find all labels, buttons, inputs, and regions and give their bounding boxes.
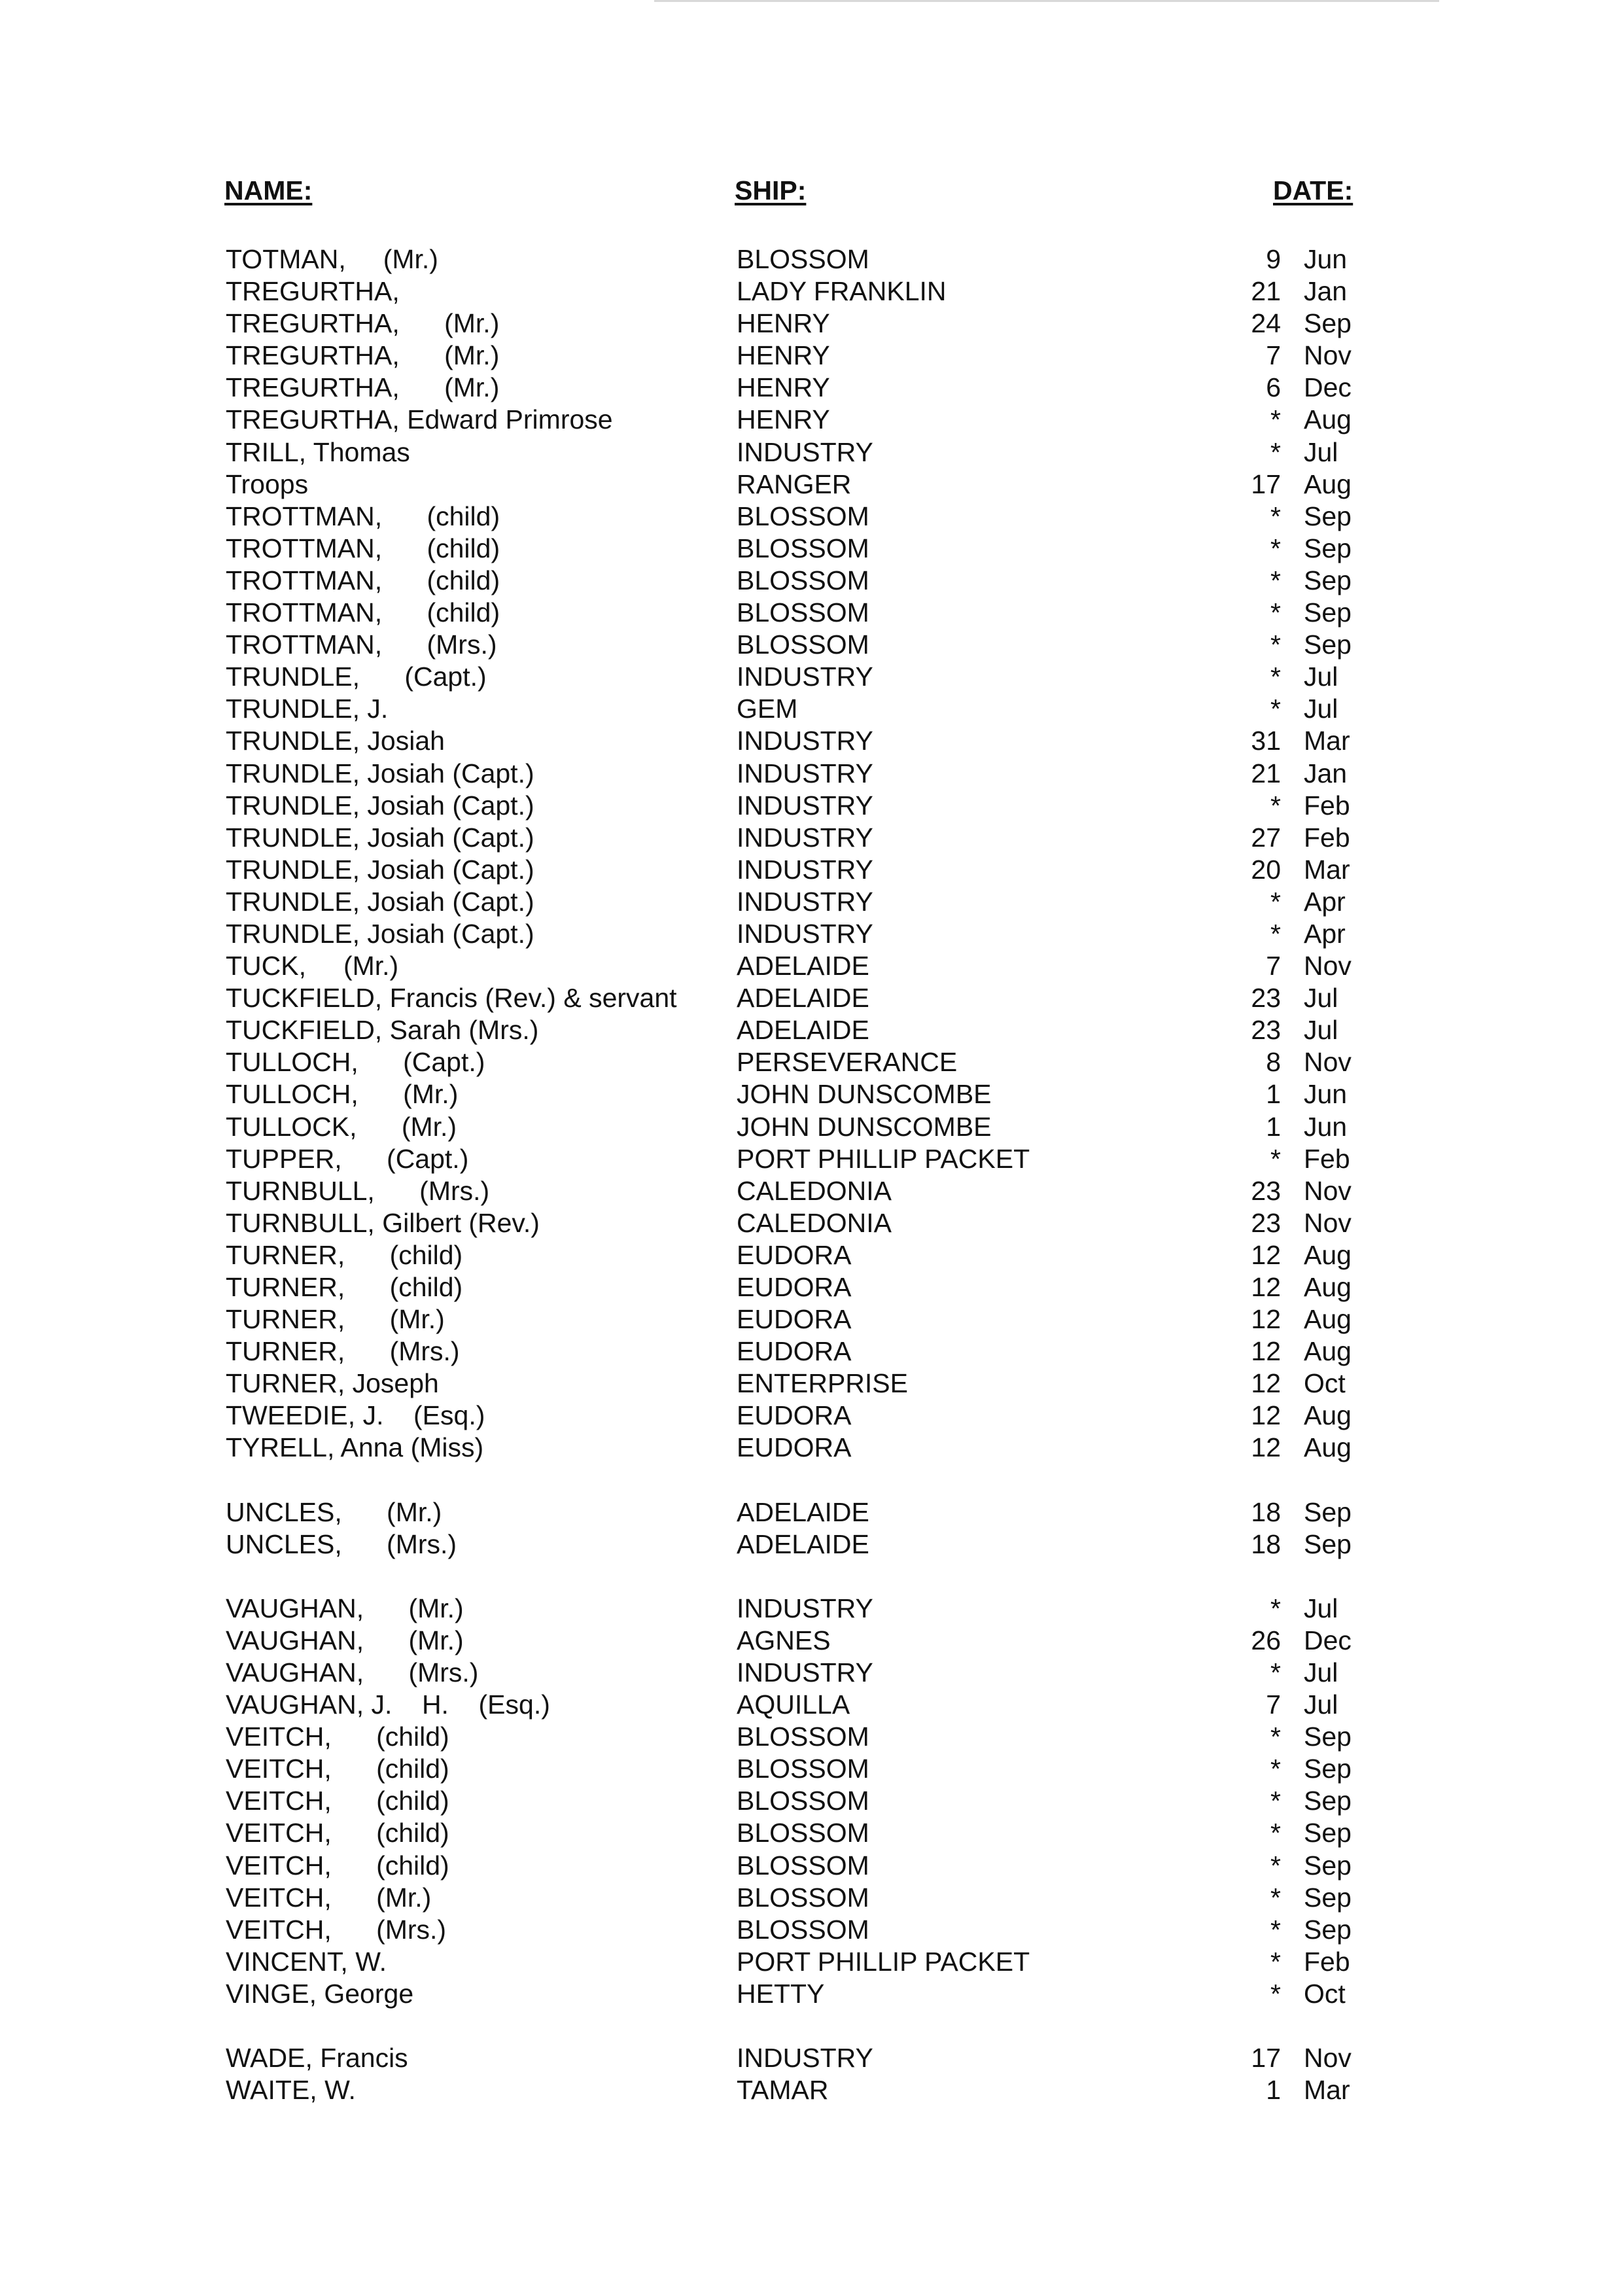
name-cell: TROTTMAN, (child) — [226, 501, 500, 531]
ship-cell: INDUSTRY — [737, 822, 873, 853]
ship-cell: ADELAIDE — [737, 1015, 869, 1046]
day-cell: * — [1270, 1818, 1281, 1848]
day-cell: 18 — [1251, 1528, 1281, 1559]
ship-cell: EUDORA — [737, 1432, 852, 1463]
name-cell: UNCLES, (Mr.) — [226, 1496, 442, 1527]
name-cell: VEITCH, (child) — [226, 1850, 449, 1881]
ship-cell: INDUSTRY — [737, 790, 873, 821]
ship-cell: BLOSSOM — [737, 565, 869, 595]
month-cell: Sep — [1304, 565, 1352, 595]
month-cell: Sep — [1304, 1496, 1352, 1527]
name-cell: WADE, Francis — [226, 2042, 408, 2073]
day-cell: 12 — [1251, 1239, 1281, 1270]
month-cell: Dec — [1304, 1625, 1352, 1655]
ship-cell: BLOSSOM — [737, 1850, 869, 1881]
table-row — [0, 308, 1623, 340]
ship-cell: EUDORA — [737, 1304, 852, 1335]
month-cell: Mar — [1304, 854, 1350, 885]
day-cell: 18 — [1251, 1496, 1281, 1527]
name-cell: TUCKFIELD, Francis (Rev.) & servant — [226, 983, 677, 1014]
day-cell: * — [1270, 1946, 1281, 1977]
month-cell: Mar — [1304, 726, 1350, 756]
ship-cell: PORT PHILLIP PACKET — [737, 1946, 1030, 1977]
day-cell: 7 — [1266, 1689, 1281, 1720]
name-cell: UNCLES, (Mrs.) — [226, 1528, 457, 1559]
name-cell: TRUNDLE, Josiah (Capt.) — [226, 758, 534, 788]
day-cell: 7 — [1266, 340, 1281, 371]
month-cell: Sep — [1304, 1786, 1352, 1816]
day-cell: 12 — [1251, 1400, 1281, 1431]
name-cell: VINGE, George — [226, 1978, 414, 2009]
table-row — [0, 340, 1623, 372]
table-row — [0, 693, 1623, 725]
name-cell: TRUNDLE, Josiah (Capt.) — [226, 790, 534, 821]
day-cell: 8 — [1266, 1047, 1281, 1078]
table-row — [0, 758, 1623, 790]
day-cell: * — [1270, 404, 1281, 435]
month-cell: Aug — [1304, 1304, 1352, 1335]
day-cell: 1 — [1266, 1111, 1281, 1142]
table-row — [0, 1882, 1623, 1914]
day-cell: * — [1270, 533, 1281, 563]
day-cell: * — [1270, 1882, 1281, 1913]
table-row — [0, 1946, 1623, 1978]
ship-cell: INDUSTRY — [737, 854, 873, 885]
month-cell: Sep — [1304, 1754, 1352, 1784]
name-cell: TROTTMAN, (Mrs.) — [226, 629, 497, 660]
day-cell: 23 — [1251, 1015, 1281, 1046]
table-row — [0, 1528, 1623, 1561]
table-row — [0, 1239, 1623, 1271]
ship-cell: CALEDONIA — [737, 1175, 892, 1206]
table-row — [0, 918, 1623, 950]
name-cell: VEITCH, (Mr.) — [226, 1882, 432, 1913]
header-ship: SHIP: — [735, 175, 807, 205]
month-cell: Nov — [1304, 340, 1352, 371]
ship-cell: INDUSTRY — [737, 886, 873, 917]
name-cell: TWEEDIE, J. (Esq.) — [226, 1400, 485, 1431]
ship-cell: ENTERPRISE — [737, 1368, 908, 1399]
day-cell: 12 — [1251, 1304, 1281, 1335]
table-row — [0, 1207, 1623, 1239]
day-cell: * — [1270, 1593, 1281, 1623]
table-row — [0, 436, 1623, 468]
day-cell: 7 — [1266, 951, 1281, 981]
table-row — [0, 1400, 1623, 1432]
table-row — [0, 1625, 1623, 1657]
day-cell: 26 — [1251, 1625, 1281, 1655]
ship-cell: CALEDONIA — [737, 1207, 892, 1238]
ship-cell: HENRY — [737, 308, 830, 339]
name-cell: TRILL, Thomas — [226, 436, 410, 467]
day-cell: * — [1270, 1657, 1281, 1687]
month-cell: Aug — [1304, 1432, 1352, 1463]
table-row — [0, 1850, 1623, 1882]
day-cell: * — [1270, 1143, 1281, 1174]
ship-cell: PERSEVERANCE — [737, 1047, 958, 1078]
ship-cell: RANGER — [737, 468, 852, 499]
table-row — [0, 1432, 1623, 1464]
name-cell: VAUGHAN, (Mr.) — [226, 1625, 464, 1655]
table-row — [0, 1753, 1623, 1785]
day-cell: 12 — [1251, 1272, 1281, 1302]
month-cell: Oct — [1304, 1368, 1346, 1399]
table-row — [0, 725, 1623, 757]
ship-cell: BLOSSOM — [737, 244, 869, 274]
ship-cell: LADY FRANKLIN — [737, 276, 947, 307]
ship-cell: HETTY — [737, 1978, 825, 2009]
table-row — [0, 1593, 1623, 1625]
name-cell: TROTTMAN, (child) — [226, 597, 500, 628]
day-cell: * — [1270, 565, 1281, 595]
table-row — [0, 275, 1623, 308]
day-cell: * — [1270, 597, 1281, 628]
day-cell: * — [1270, 1850, 1281, 1881]
ship-cell: BLOSSOM — [737, 1914, 869, 1945]
ship-cell: INDUSTRY — [737, 726, 873, 756]
month-cell: Sep — [1304, 1914, 1352, 1945]
month-cell: Nov — [1304, 1207, 1352, 1238]
table-row — [0, 790, 1623, 822]
month-cell: Feb — [1304, 822, 1350, 853]
month-cell: Mar — [1304, 2075, 1350, 2106]
month-cell: Jun — [1304, 244, 1348, 274]
name-cell: TRUNDLE, Josiah (Capt.) — [226, 822, 534, 853]
month-cell: Aug — [1304, 1400, 1352, 1431]
table-row — [0, 1303, 1623, 1335]
day-cell: 12 — [1251, 1368, 1281, 1399]
ship-cell: BLOSSOM — [737, 501, 869, 531]
month-cell: Jan — [1304, 276, 1348, 307]
table-row — [0, 243, 1623, 275]
month-cell: Jun — [1304, 1079, 1348, 1110]
day-cell: * — [1270, 1754, 1281, 1784]
name-cell: TUPPER, (Capt.) — [226, 1143, 469, 1174]
name-cell: TUCK, (Mr.) — [226, 951, 399, 981]
month-cell: Sep — [1304, 533, 1352, 563]
day-cell: * — [1270, 501, 1281, 531]
name-cell: TRUNDLE, Josiah (Capt.) — [226, 854, 534, 885]
ship-cell: INDUSTRY — [737, 662, 873, 692]
name-cell: TURNER, (Mr.) — [226, 1304, 445, 1335]
month-cell: Jul — [1304, 983, 1338, 1014]
day-cell: * — [1270, 1914, 1281, 1945]
ship-cell: BLOSSOM — [737, 1882, 869, 1913]
ship-cell: BLOSSOM — [737, 629, 869, 660]
name-cell: TULLOCH, (Capt.) — [226, 1047, 485, 1078]
month-cell: Nov — [1304, 1175, 1352, 1206]
day-cell: 21 — [1251, 758, 1281, 788]
ship-cell: ADELAIDE — [737, 983, 869, 1014]
ship-cell: BLOSSOM — [737, 1754, 869, 1784]
month-cell: Jul — [1304, 1593, 1338, 1623]
name-cell: TULLOCH, (Mr.) — [226, 1079, 459, 1110]
table-row — [0, 565, 1623, 597]
day-cell: 12 — [1251, 1432, 1281, 1463]
month-cell: Sep — [1304, 597, 1352, 628]
table-row — [0, 1271, 1623, 1303]
ship-cell: ADELAIDE — [737, 951, 869, 981]
table-row — [0, 661, 1623, 693]
month-cell: Sep — [1304, 501, 1352, 531]
name-cell: TRUNDLE, Josiah (Capt.) — [226, 918, 534, 949]
name-cell: TRUNDLE, Josiah — [226, 726, 445, 756]
month-cell: Sep — [1304, 629, 1352, 660]
month-cell: Jan — [1304, 758, 1348, 788]
name-cell: TYRELL, Anna (Miss) — [226, 1432, 484, 1463]
passenger-list — [0, 243, 1623, 2106]
month-cell: Sep — [1304, 1850, 1352, 1881]
ship-cell: HENRY — [737, 372, 830, 403]
name-cell: TREGURTHA, (Mr.) — [226, 340, 500, 371]
table-row — [0, 629, 1623, 661]
day-cell: * — [1270, 886, 1281, 917]
name-cell: TROTTMAN, (child) — [226, 533, 500, 563]
day-cell: 24 — [1251, 308, 1281, 339]
ship-cell: EUDORA — [737, 1400, 852, 1431]
day-cell: 23 — [1251, 1207, 1281, 1238]
name-cell: VAUGHAN, (Mr.) — [226, 1593, 464, 1623]
ship-cell: EUDORA — [737, 1239, 852, 1270]
day-cell: * — [1270, 436, 1281, 467]
ship-cell: JOHN DUNSCOMBE — [737, 1111, 992, 1142]
month-cell: Sep — [1304, 1818, 1352, 1848]
month-cell: Feb — [1304, 1143, 1350, 1174]
name-cell: VEITCH, (child) — [226, 1754, 449, 1784]
day-cell: 9 — [1266, 244, 1281, 274]
month-cell: Aug — [1304, 1272, 1352, 1302]
table-row — [0, 1335, 1623, 1368]
table-row — [0, 1817, 1623, 1849]
month-cell: Jul — [1304, 1689, 1338, 1720]
name-cell: TURNER, (child) — [226, 1272, 463, 1302]
ship-cell: JOHN DUNSCOMBE — [737, 1079, 992, 1110]
day-cell: * — [1270, 1978, 1281, 2009]
name-cell: VAUGHAN, (Mrs.) — [226, 1657, 479, 1687]
month-cell: Jun — [1304, 1111, 1348, 1142]
month-cell: Jul — [1304, 662, 1338, 692]
day-cell: * — [1270, 790, 1281, 821]
name-cell: TURNBULL, Gilbert (Rev.) — [226, 1207, 540, 1238]
ship-cell: BLOSSOM — [737, 597, 869, 628]
ship-cell: HENRY — [737, 340, 830, 371]
month-cell: Aug — [1304, 1239, 1352, 1270]
day-cell: 27 — [1251, 822, 1281, 853]
month-cell: Nov — [1304, 951, 1352, 981]
ship-cell: AGNES — [737, 1625, 831, 1655]
day-cell: 21 — [1251, 276, 1281, 307]
ship-cell: BLOSSOM — [737, 1786, 869, 1816]
day-cell: 17 — [1251, 2042, 1281, 2073]
month-cell: Apr — [1304, 886, 1346, 917]
table-row — [0, 1175, 1623, 1207]
table-row — [0, 1368, 1623, 1400]
table-row — [0, 822, 1623, 854]
name-cell: VAUGHAN, J. H. (Esq.) — [226, 1689, 550, 1720]
table-row — [0, 1689, 1623, 1721]
month-cell: Jul — [1304, 1657, 1338, 1687]
table-row — [0, 1143, 1623, 1175]
ship-cell: EUDORA — [737, 1336, 852, 1367]
month-cell: Feb — [1304, 790, 1350, 821]
month-cell: Aug — [1304, 1336, 1352, 1367]
month-cell: Sep — [1304, 1722, 1352, 1752]
day-cell: * — [1270, 694, 1281, 724]
scan-edge-line — [654, 0, 1439, 2]
table-row — [0, 1111, 1623, 1143]
month-cell: Feb — [1304, 1946, 1350, 1977]
table-row — [0, 1914, 1623, 1946]
month-cell: Sep — [1304, 1882, 1352, 1913]
table-row — [0, 1496, 1623, 1528]
name-cell: VEITCH, (child) — [226, 1818, 449, 1848]
header-name: NAME: — [224, 175, 313, 205]
day-cell: 31 — [1251, 726, 1281, 756]
ship-cell: TAMAR — [737, 2075, 829, 2106]
ship-cell: PORT PHILLIP PACKET — [737, 1143, 1030, 1174]
table-row — [0, 597, 1623, 629]
name-cell: TURNER, (child) — [226, 1239, 463, 1270]
month-cell: Oct — [1304, 1978, 1346, 2009]
table-row — [0, 2074, 1623, 2106]
name-cell: TUCKFIELD, Sarah (Mrs.) — [226, 1015, 539, 1046]
name-cell: Troops — [226, 468, 309, 499]
name-cell: VEITCH, (child) — [226, 1786, 449, 1816]
day-cell: 6 — [1266, 372, 1281, 403]
month-cell: Aug — [1304, 404, 1352, 435]
table-row — [0, 372, 1623, 404]
day-cell: * — [1270, 662, 1281, 692]
ship-cell: BLOSSOM — [737, 1818, 869, 1848]
name-cell: TULLOCK, (Mr.) — [226, 1111, 457, 1142]
name-cell: TREGURTHA, (Mr.) — [226, 308, 500, 339]
day-cell: 23 — [1251, 983, 1281, 1014]
name-cell: TREGURTHA, (Mr.) — [226, 372, 500, 403]
table-row — [0, 1078, 1623, 1110]
day-cell: 12 — [1251, 1336, 1281, 1367]
table-row — [0, 886, 1623, 918]
table-row — [0, 1785, 1623, 1817]
name-cell: VINCENT, W. — [226, 1946, 387, 1977]
name-cell: TREGURTHA, Edward Primrose — [226, 404, 613, 435]
table-row — [0, 1014, 1623, 1046]
day-cell: 1 — [1266, 1079, 1281, 1110]
table-row — [0, 533, 1623, 565]
ship-cell: INDUSTRY — [737, 758, 873, 788]
month-cell: Jul — [1304, 694, 1338, 724]
ship-cell: INDUSTRY — [737, 2042, 873, 2073]
name-cell: TRUNDLE, Josiah (Capt.) — [226, 886, 534, 917]
ship-cell: BLOSSOM — [737, 533, 869, 563]
day-cell: 20 — [1251, 854, 1281, 885]
day-cell: * — [1270, 629, 1281, 660]
table-row — [0, 1657, 1623, 1689]
day-cell: 23 — [1251, 1175, 1281, 1206]
ship-cell: INDUSTRY — [737, 918, 873, 949]
name-cell: WAITE, W. — [226, 2075, 356, 2106]
ship-cell: HENRY — [737, 404, 830, 435]
table-row — [0, 501, 1623, 533]
month-cell: Aug — [1304, 468, 1352, 499]
ship-cell: INDUSTRY — [737, 1593, 873, 1623]
name-cell: TREGURTHA, — [226, 276, 400, 307]
month-cell: Nov — [1304, 1047, 1352, 1078]
month-cell: Sep — [1304, 1528, 1352, 1559]
ship-cell: BLOSSOM — [737, 1722, 869, 1752]
table-row — [0, 1046, 1623, 1078]
month-cell: Jul — [1304, 436, 1338, 467]
month-cell: Sep — [1304, 308, 1352, 339]
name-cell: TROTTMAN, (child) — [226, 565, 500, 595]
table-row — [0, 950, 1623, 982]
ship-cell: AQUILLA — [737, 1689, 850, 1720]
name-cell: TRUNDLE, (Capt.) — [226, 662, 487, 692]
month-cell: Dec — [1304, 372, 1352, 403]
day-cell: * — [1270, 1786, 1281, 1816]
name-cell: VEITCH, (Mrs.) — [226, 1914, 447, 1945]
name-cell: TURNBULL, (Mrs.) — [226, 1175, 490, 1206]
ship-cell: ADELAIDE — [737, 1528, 869, 1559]
name-cell: TRUNDLE, J. — [226, 694, 389, 724]
name-cell: TOTMAN, (Mr.) — [226, 244, 438, 274]
name-cell: TURNER, (Mrs.) — [226, 1336, 460, 1367]
name-cell: VEITCH, (child) — [226, 1722, 449, 1752]
ship-cell: INDUSTRY — [737, 1657, 873, 1687]
table-row — [0, 1978, 1623, 2010]
table-row — [0, 2042, 1623, 2074]
ship-cell: INDUSTRY — [737, 436, 873, 467]
day-cell: 17 — [1251, 468, 1281, 499]
ship-cell: ADELAIDE — [737, 1496, 869, 1527]
table-row — [0, 468, 1623, 501]
day-cell: * — [1270, 918, 1281, 949]
table-row — [0, 404, 1623, 436]
header-date: DATE: — [1273, 175, 1353, 205]
name-cell: TURNER, Joseph — [226, 1368, 439, 1399]
ship-cell: EUDORA — [737, 1272, 852, 1302]
day-cell: 1 — [1266, 2075, 1281, 2106]
table-row — [0, 854, 1623, 886]
month-cell: Apr — [1304, 918, 1346, 949]
day-cell: * — [1270, 1722, 1281, 1752]
month-cell: Jul — [1304, 1015, 1338, 1046]
table-row — [0, 982, 1623, 1014]
ship-cell: GEM — [737, 694, 798, 724]
table-row — [0, 1721, 1623, 1753]
month-cell: Nov — [1304, 2042, 1352, 2073]
